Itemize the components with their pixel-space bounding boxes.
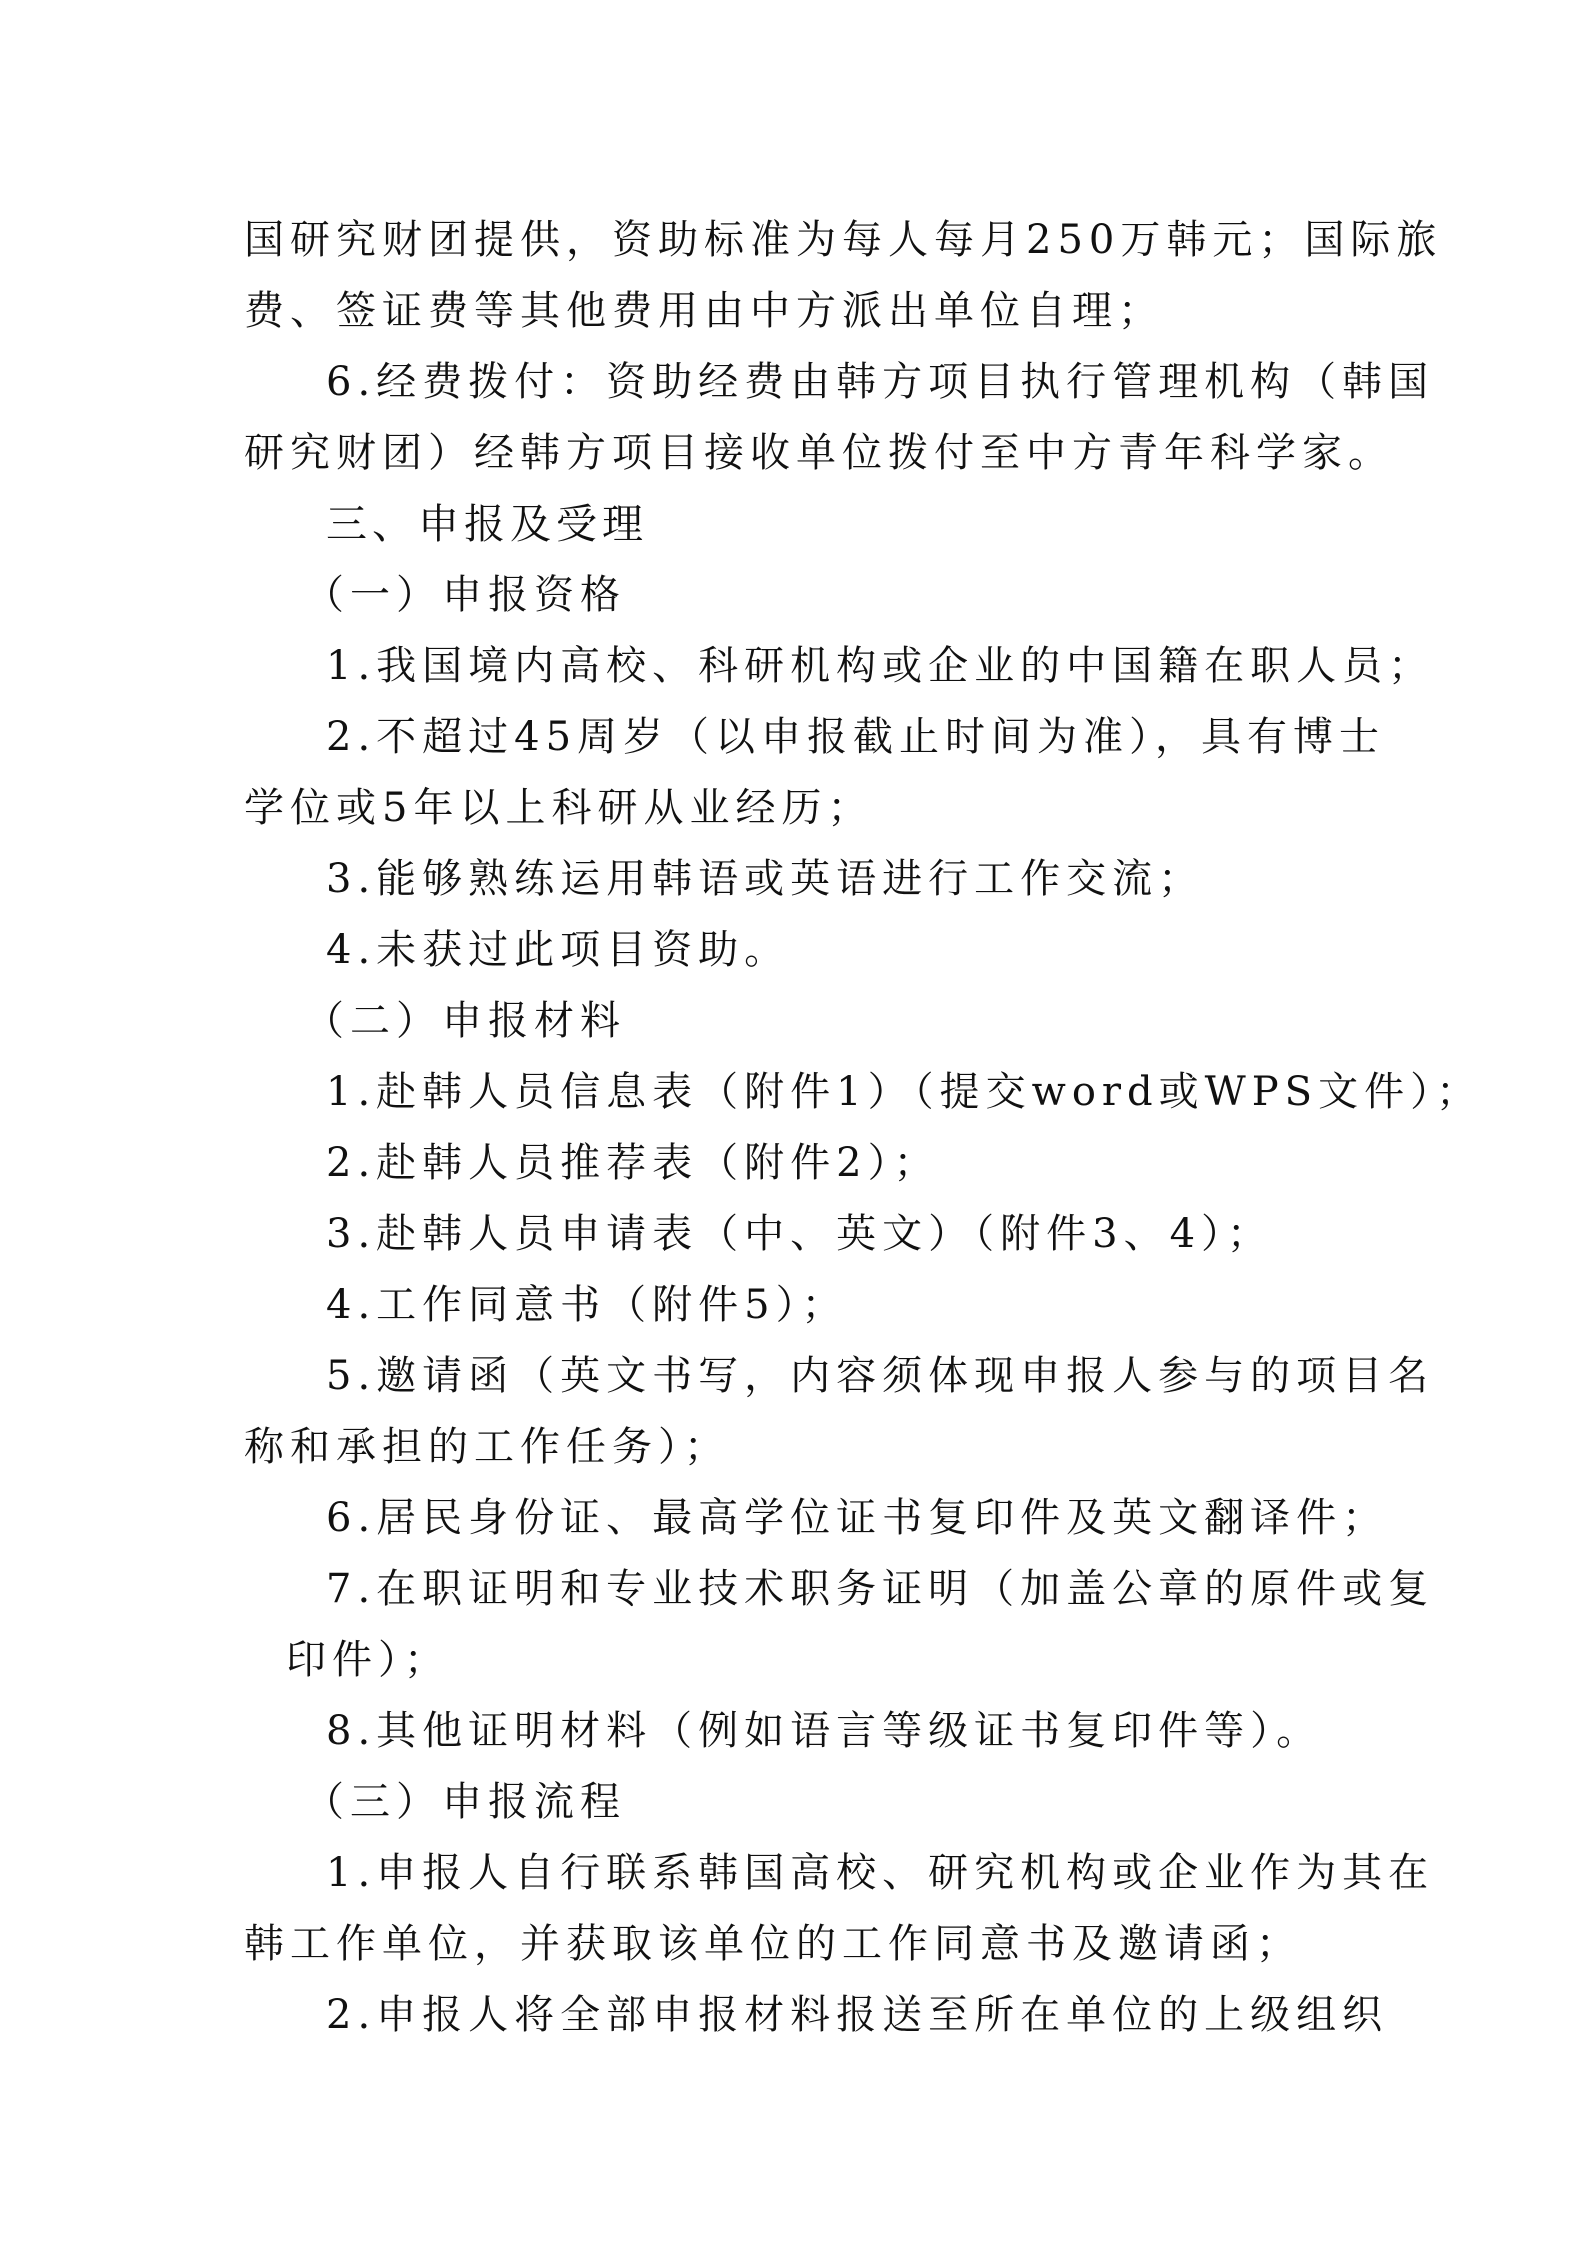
list-item: 2.赴韩人员推荐表（附件2）； xyxy=(326,1140,940,1186)
paragraph-line: 学位或5年以上科研从业经历； xyxy=(244,785,874,831)
paragraph-line: 6.经费拨付：资助经费由韩方项目执行管理机构（韩国 xyxy=(326,359,1435,405)
list-item: 6.居民身份证、最高学位证书复印件及英文翻译件； xyxy=(326,1495,1389,1541)
subsection-heading: （二）申报材料 xyxy=(304,998,626,1044)
list-item: 1.申报人自行联系韩国高校、研究机构或企业作为其在 xyxy=(326,1850,1435,1896)
paragraph-line: 研究财团）经韩方项目接收单位拨付至中方青年科学家。 xyxy=(244,430,1394,476)
paragraph-line: 称和承担的工作任务）； xyxy=(244,1424,730,1470)
list-item: 2.申报人将全部申报材料报送至所在单位的上级组织 xyxy=(326,1992,1389,2038)
list-item: 5.邀请函（英文书写，内容须体现申报人参与的项目名 xyxy=(326,1353,1435,1399)
subsection-heading: （三）申报流程 xyxy=(304,1779,626,1825)
list-item: 4.工作同意书（附件5）； xyxy=(326,1282,848,1328)
list-item: 4.未获过此项目资助。 xyxy=(326,927,791,973)
list-item: 3.能够熟练运用韩语或英语进行工作交流； xyxy=(326,856,1205,902)
section-heading: 三、申报及受理 xyxy=(326,500,648,548)
paragraph-line: 韩工作单位，并获取该单位的工作同意书及邀请函； xyxy=(244,1921,1302,1967)
list-item: 1.我国境内高校、科研机构或企业的中国籍在职人员； xyxy=(326,643,1435,689)
paragraph-line: 国研究财团提供，资助标准为每人每月250万韩元；国际旅 xyxy=(244,217,1443,263)
paragraph-line: 印件）； xyxy=(286,1637,450,1683)
document-body xyxy=(244,205,1483,2051)
list-item: 7.在职证明和专业技术职务证明（加盖公章的原件或复 xyxy=(326,1566,1435,1612)
list-item: 2.不超过45周岁（以申报截止时间为准），具有博士 xyxy=(326,714,1386,760)
list-item: 3.赴韩人员申请表（中、英文）（附件3、4）； xyxy=(326,1211,1274,1257)
list-item: 1.赴韩人员信息表（附件1）（提交word或WPS文件）； xyxy=(326,1069,1483,1115)
list-item: 8.其他证明材料（例如语言等级证书复印件等）。 xyxy=(326,1708,1323,1754)
paragraph-line: 费、签证费等其他费用由中方派出单位自理； xyxy=(244,288,1164,334)
subsection-heading: （一）申报资格 xyxy=(304,572,626,618)
